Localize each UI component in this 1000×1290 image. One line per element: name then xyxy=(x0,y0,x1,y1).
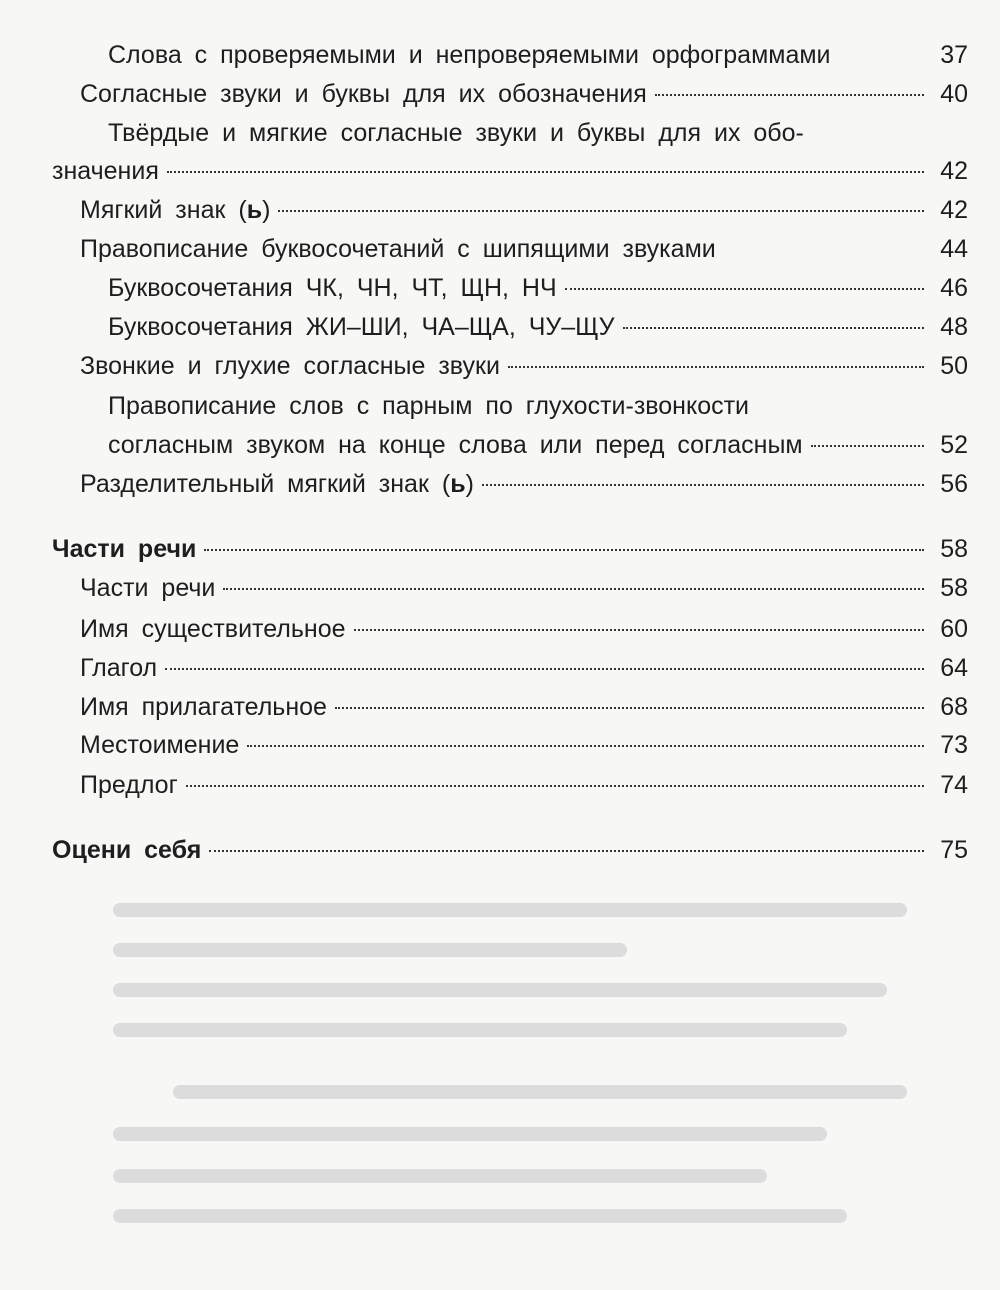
toc-entry xyxy=(80,614,968,644)
toc-entry-page: 75 xyxy=(940,836,968,864)
toc-entry-title: Твёрдые и мягкие согласные звуки и буквы для их обо- xyxy=(108,119,804,147)
toc-entry-title: Правописание буквосочетаний с шипящими звуками xyxy=(80,235,716,263)
toc-entry-page: 52 xyxy=(940,431,968,459)
toc-entry-page: 73 xyxy=(940,731,968,759)
toc-entry-page: 40 xyxy=(940,80,968,108)
toc-entry-page: 50 xyxy=(940,352,968,380)
leader-dots xyxy=(167,171,924,173)
toc-entry-title: согласным звуком на конце слова или перед согласным xyxy=(108,431,803,459)
toc-entry xyxy=(80,79,968,109)
leader-dots xyxy=(811,445,924,447)
show-through-texture xyxy=(0,880,1000,1280)
toc-entry-page: 64 xyxy=(940,654,968,682)
toc-entry xyxy=(80,770,968,800)
toc-entry xyxy=(108,312,968,342)
toc-entry xyxy=(80,351,968,381)
toc-entry-title: Предлог xyxy=(80,771,178,799)
toc-entry-page: 42 xyxy=(940,157,968,185)
toc-entry-title: Разделительный мягкий знак (ь) xyxy=(80,470,474,498)
leader-dots xyxy=(204,549,924,551)
toc-entry-page: 58 xyxy=(940,574,968,602)
toc-entry xyxy=(108,40,968,70)
toc-entry-title: Согласные звуки и буквы для их обозначения xyxy=(80,80,647,108)
toc-entry-title: Местоимение xyxy=(80,731,240,759)
leader-dots xyxy=(223,588,924,590)
toc-entry-title: Имя прилагательное xyxy=(80,693,327,721)
leader-dots xyxy=(278,210,924,212)
leader-dots xyxy=(482,484,924,486)
toc-section xyxy=(52,835,968,865)
leader-dots xyxy=(165,668,924,670)
toc-entry xyxy=(80,469,968,499)
toc-entry-page: 56 xyxy=(940,470,968,498)
toc-entry xyxy=(80,692,968,722)
toc-entry-title: Звонкие и глухие согласные звуки xyxy=(80,352,500,380)
toc-entry-page: 48 xyxy=(940,313,968,341)
toc-entry xyxy=(80,653,968,683)
toc-entry-title: Имя существительное xyxy=(80,615,346,643)
toc-entry-page: 37 xyxy=(940,41,968,69)
toc-section-title: Оцени себя xyxy=(52,836,202,864)
toc-entry xyxy=(108,118,884,148)
leader-dots xyxy=(623,327,924,329)
toc-entry xyxy=(52,156,968,186)
toc-entry xyxy=(108,430,968,460)
toc-entry xyxy=(108,273,968,303)
leader-dots xyxy=(508,366,924,368)
toc-entry-title: Правописание слов с парным по глухости-звонкости xyxy=(108,392,750,420)
toc-entry-page: 42 xyxy=(940,196,968,224)
toc-entry xyxy=(80,573,968,603)
leader-dots xyxy=(655,94,924,96)
toc-entry-page: 46 xyxy=(940,274,968,302)
toc-entry-page: 44 xyxy=(940,235,968,263)
toc-entry-title: Глагол xyxy=(80,654,158,682)
toc-entry xyxy=(80,234,968,264)
toc-section-title: Части речи xyxy=(52,535,197,563)
toc-entry-page: 58 xyxy=(940,535,968,563)
toc-entry-title: Мягкий знак (ь) xyxy=(80,196,271,224)
toc-entry-page: 74 xyxy=(940,771,968,799)
toc-entry-title: Буквосочетания ЖИ–ШИ, ЧА–ЩА, ЧУ–ЩУ xyxy=(108,313,615,341)
toc-entry-page: 60 xyxy=(940,615,968,643)
toc-entry xyxy=(80,195,968,225)
leader-dots xyxy=(247,745,924,747)
toc-entry-title: Слова с проверяемыми и непроверяемыми орфограммами xyxy=(108,41,831,69)
leader-dots xyxy=(209,850,924,852)
leader-dots xyxy=(354,629,925,631)
leader-dots xyxy=(186,785,924,787)
toc-entry xyxy=(108,391,818,421)
leader-dots xyxy=(565,288,924,290)
toc-section xyxy=(52,534,968,564)
toc-entry-title: Буквосочетания ЧК, ЧН, ЧТ, ЩН, НЧ xyxy=(108,274,557,302)
toc-entry-title: Части речи xyxy=(80,574,216,602)
toc-entry xyxy=(80,730,968,760)
toc-entry-title: значения xyxy=(52,157,159,185)
toc-entry-page: 68 xyxy=(940,693,968,721)
leader-dots xyxy=(335,707,924,709)
